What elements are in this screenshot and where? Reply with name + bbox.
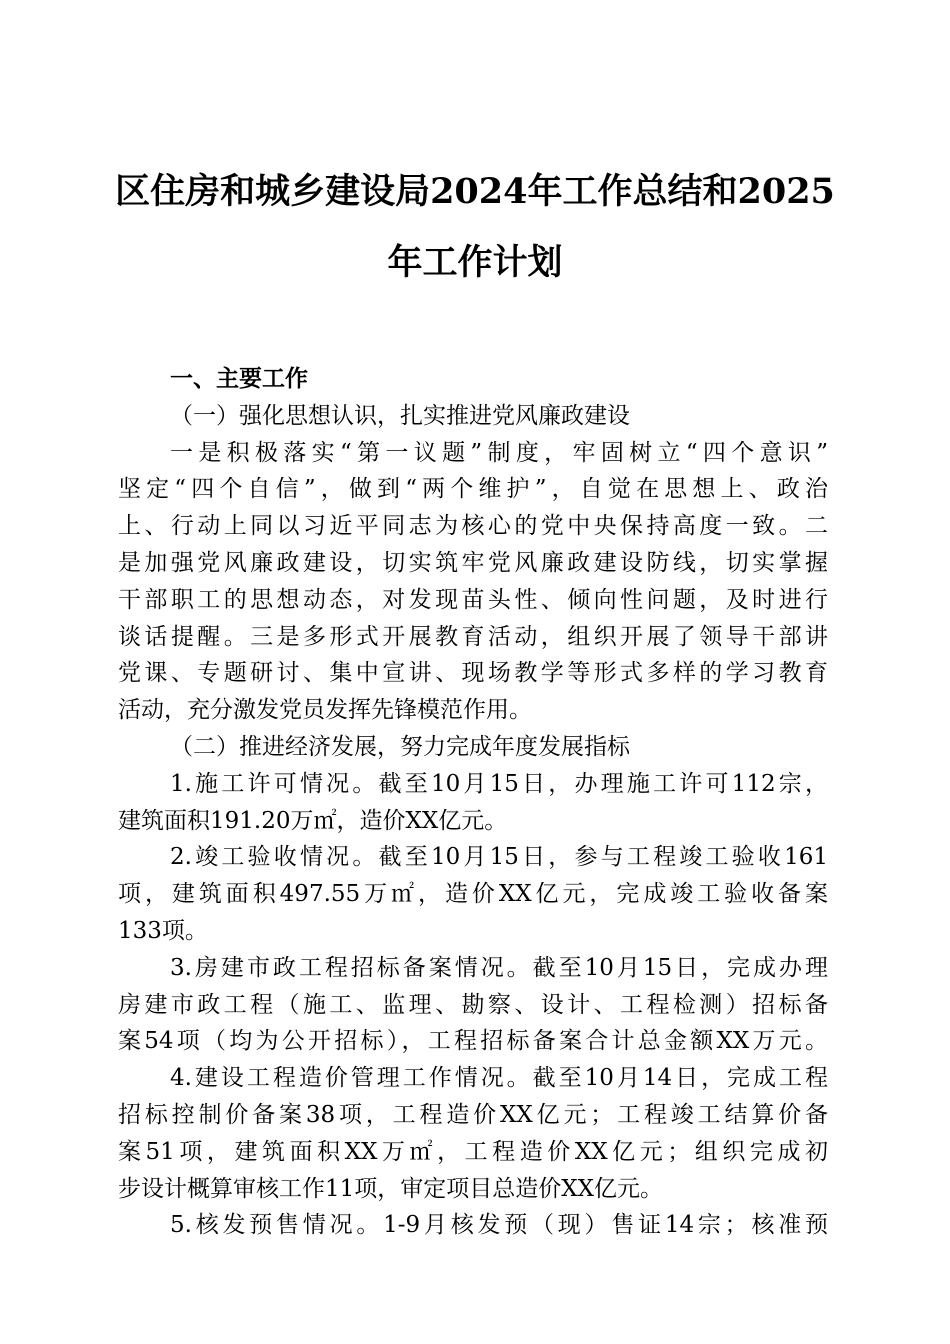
subsection-heading: （一）强化思想认识，扎实推进党风廉政建设 (170, 402, 630, 429)
paragraph-line: 步设计概算审核工作11项，审定项目总造价XX亿元。 (118, 1175, 664, 1202)
paragraph-line: 干部职工的思想动态，对发现苗头性、倾向性问题，及时进行 (118, 586, 828, 613)
section-heading: 一、主要工作 (170, 366, 308, 392)
paragraph-line: 5.核发预售情况。1-9月核发预（现）售证14宗；核准预 (170, 1212, 828, 1239)
paragraph-line: 坚定“四个自信”，做到“两个维护”，自觉在思想上、政治 (118, 476, 828, 503)
document-title-line-1: 区住房和城乡建设局2024年工作总结和2025 (115, 171, 835, 212)
paragraph-line: 1.施工许可情况。截至10月15日，办理施工许可112宗， (170, 770, 828, 797)
paragraph-line: 党课、专题研讨、集中宣讲、现场教学等形式多样的学习教育 (118, 660, 828, 687)
paragraph-line: 是加强党风廉政建设，切实筑牢党风廉政建设防线，切实掌握 (118, 549, 828, 576)
paragraph-line: 2.竣工验收情况。截至10月15日，参与工程竣工验收161 (170, 844, 828, 871)
paragraph-line: 建筑面积191.20万㎡，造价XX亿元。 (118, 807, 508, 834)
paragraph-line: 活动，充分激发党员发挥先锋模范作用。 (118, 697, 532, 724)
paragraph-line: 一是积极落实“第一议题”制度，牢固树立“四个意识” (170, 439, 828, 466)
paragraph-line: 案54项（均为公开招标），工程招标备案合计总金额XX万元。 (118, 1028, 828, 1055)
document-title-line-2: 年工作计划 (387, 242, 563, 283)
paragraph-line: 133项。 (118, 917, 208, 944)
paragraph-line: 上、行动上同以习近平同志为核心的党中央保持高度一致。二 (118, 513, 828, 540)
paragraph-line: 3.房建市政工程招标备案情况。截至10月15日，完成办理 (170, 954, 828, 981)
paragraph-line: 招标控制价备案38项，工程造价XX亿元；工程竣工结算价备 (118, 1101, 828, 1128)
paragraph-line: 案51项，建筑面积XX万㎡，工程造价XX亿元；组织完成初 (118, 1138, 828, 1165)
paragraph-line: 4.建设工程造价管理工作情况。截至10月14日，完成工程 (170, 1065, 828, 1092)
subsection-heading: （二）推进经济发展，努力完成年度发展指标 (170, 733, 630, 760)
document-body (118, 361, 828, 1244)
paragraph-line: 谈话提醒。三是多形式开展教育活动，组织开展了领导干部讲 (118, 623, 828, 650)
paragraph-line: 房建市政工程（施工、监理、勘察、设计、工程检测）招标备 (118, 991, 828, 1018)
paragraph-line: 项，建筑面积497.55万㎡，造价XX亿元，完成竣工验收备案 (118, 881, 828, 908)
